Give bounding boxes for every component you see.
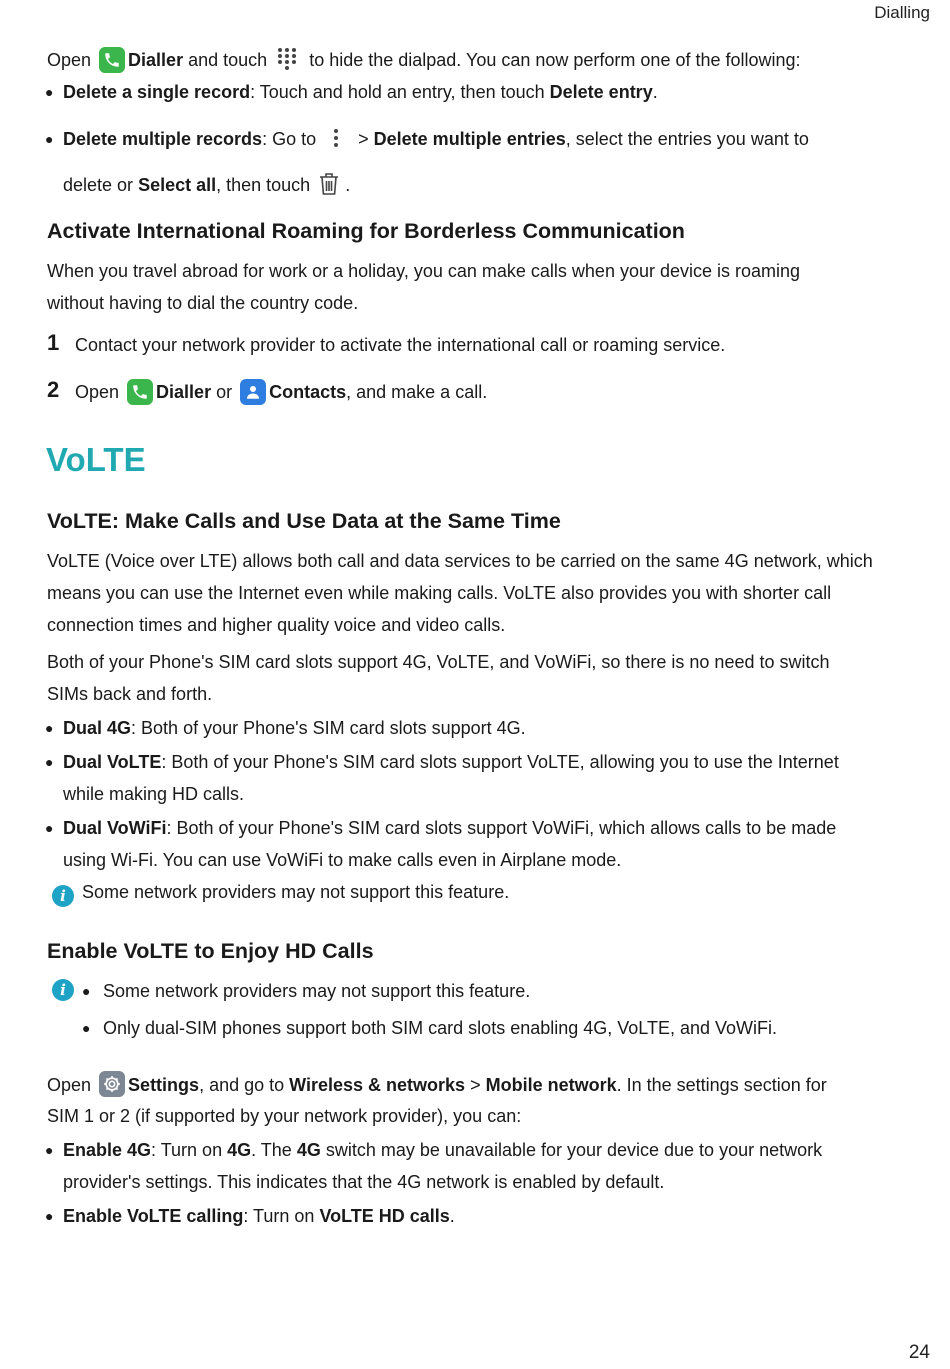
- paragraph-line: SIMs back and forth.: [47, 684, 213, 704]
- bullet: ●: [82, 983, 91, 999]
- page-number: 24: [908, 1342, 930, 1363]
- bullet: ●: [45, 131, 54, 147]
- bullet: ●: [45, 1142, 54, 1158]
- more-icon: [322, 127, 350, 157]
- phone-icon: [99, 47, 125, 73]
- list-item: Dual 4G: Both of your Phone's SIM card slots support 4G.: [63, 718, 526, 738]
- note-text: Some network providers may not support this feature.: [82, 882, 510, 902]
- bullet: ●: [45, 720, 54, 736]
- phone-icon: [127, 379, 153, 405]
- bullet: ●: [45, 1208, 54, 1224]
- intro-line: Open Dialler and touch to hide the dialpad. You can now perform one of the following:: [47, 46, 801, 78]
- list-item: Dual VoWiFi: Both of your Phone's SIM card slots support VoWiFi, which allows calls to be made: [63, 818, 837, 838]
- paragraph-line: connection times and higher quality voice and video calls.: [47, 615, 506, 635]
- note-text: Some network providers may not support this feature.: [103, 981, 531, 1001]
- paragraph-line: Open Settings, and go to Wireless & networks > Mobile network. In the settings section for: [47, 1071, 827, 1097]
- list-item-continuation: delete or Select all, then touch .: [63, 171, 350, 203]
- bullet: ●: [82, 1020, 91, 1036]
- note-text: Only dual-SIM phones support both SIM card slots enabling 4G, VoLTE, and VoWiFi.: [103, 1018, 778, 1038]
- list-item-continuation: using Wi-Fi. You can use VoWiFi to make calls even in Airplane mode.: [63, 850, 622, 870]
- bullet: ●: [45, 820, 54, 836]
- paragraph-line: without having to dial the country code.: [47, 293, 359, 313]
- paragraph-line: Both of your Phone's SIM card slots support 4G, VoLTE, and VoWiFi, so there is no need to switch: [47, 652, 830, 672]
- running-header: Dialling: [874, 3, 930, 22]
- section-heading-roaming: Activate International Roaming for Borderless Communication: [47, 219, 685, 243]
- section-heading-enable: Enable VoLTE to Enjoy HD Calls: [47, 939, 374, 963]
- bullet: ●: [45, 754, 54, 770]
- info-icon: i: [52, 885, 74, 907]
- info-icon: i: [52, 979, 74, 1001]
- step-text: Open Dialler or Contacts, and make a call.: [75, 379, 487, 405]
- list-item-continuation: while making HD calls.: [63, 784, 245, 804]
- paragraph-line: SIM 1 or 2 (if supported by your network provider), you can:: [47, 1106, 522, 1126]
- list-item: Enable VoLTE calling: Turn on VoLTE HD calls.: [63, 1206, 455, 1226]
- paragraph-line: When you travel abroad for work or a holiday, you can make calls when your device is roaming: [47, 261, 801, 281]
- list-item: Dual VoLTE: Both of your Phone's SIM card slots support VoLTE, allowing you to use the Internet: [63, 752, 839, 772]
- settings-icon: [99, 1071, 125, 1097]
- bullet: ●: [45, 84, 54, 100]
- step-number: 2: [47, 377, 60, 402]
- step-text: Contact your network provider to activate the international call or roaming service.: [75, 335, 726, 355]
- paragraph-line: means you can use the Internet even while making calls. VoLTE also provides you with shorter call: [47, 583, 832, 603]
- list-item: Delete multiple records: Go to > Delete multiple entries, select the entries you want to: [63, 127, 809, 157]
- list-item: Delete a single record: Touch and hold an entry, then touch Delete entry.: [63, 82, 658, 102]
- contacts-icon: [240, 379, 266, 405]
- section-heading-volte: VoLTE: Make Calls and Use Data at the Same Time: [47, 509, 561, 533]
- paragraph-line: VoLTE (Voice over LTE) allows both call and data services to be carried on the same 4G network, which: [47, 551, 873, 571]
- step-number: 1: [47, 330, 60, 355]
- dialpad-icon: [273, 46, 301, 78]
- trash-icon: [316, 171, 342, 203]
- chapter-title: VoLTE: [46, 441, 146, 478]
- list-item: Enable 4G: Turn on 4G. The 4G switch may be unavailable for your device due to your network: [63, 1140, 823, 1160]
- list-item-continuation: provider's settings. This indicates that the 4G network is enabled by default.: [63, 1172, 665, 1192]
